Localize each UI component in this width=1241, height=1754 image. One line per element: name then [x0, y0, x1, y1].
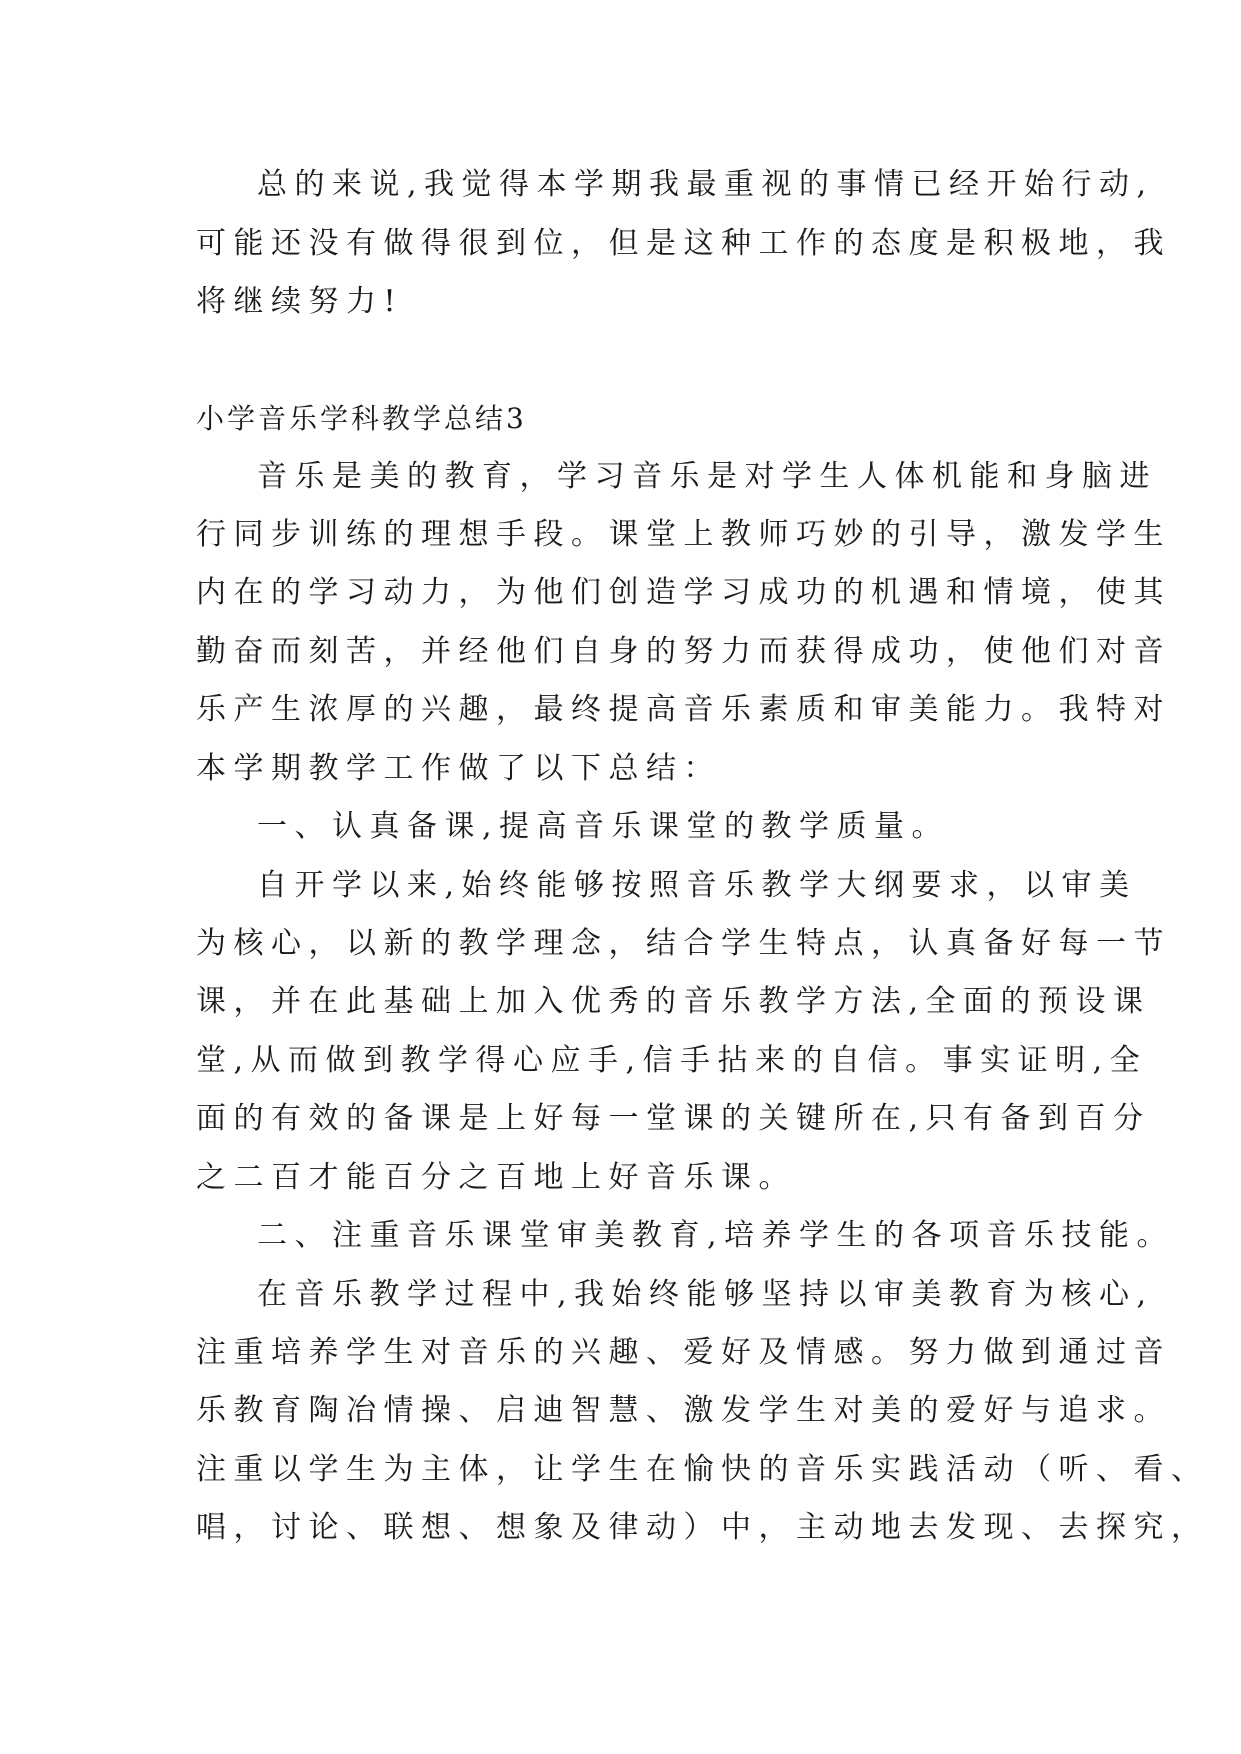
paragraph-1-line-3: 将继续努力!: [196, 284, 404, 319]
paragraph-4-line-5: 唱，讨论、联想、想象及律动）中，主动地去发现、去探究，: [196, 1510, 1209, 1545]
paragraph-2-line-3: 内在的学习动力，为他们创造学习成功的机遇和情境，使其: [196, 575, 1171, 610]
paragraph-2-line-4: 勤奋而刻苦，并经他们自身的努力而获得成功，使他们对音: [196, 634, 1171, 669]
paragraph-4-line-2: 注重培养学生对音乐的兴趣、爱好及情感。努力做到通过音: [196, 1335, 1171, 1370]
paragraph-1-line-2: 可能还没有做得很到位，但是这种工作的态度是积极地，我: [196, 226, 1171, 261]
paragraph-4-line-3: 乐教育陶冶情操、启迪智慧、激发学生对美的爱好与追求。: [196, 1393, 1171, 1428]
paragraph-2-line-2: 行同步训练的理想手段。课堂上教师巧妙的引导，激发学生: [196, 517, 1171, 552]
paragraph-2-line-5: 乐产生浓厚的兴趣，最终提高音乐素质和审美能力。我特对: [196, 692, 1171, 727]
section-title: 小学音乐学科教学总结3: [196, 402, 527, 435]
paragraph-3-line-3: 课，并在此基础上加入优秀的音乐教学方法,全面的预设课: [196, 984, 1151, 1019]
point-2-title: 二、注重音乐课堂审美教育,培养学生的各项音乐技能。: [257, 1218, 1175, 1253]
paragraph-3-line-4: 堂,从而做到教学得心应手,信手拈来的自信。事实证明,全: [196, 1043, 1148, 1078]
paragraph-3-line-6: 之二百才能百分之百地上好音乐课。: [196, 1160, 796, 1195]
paragraph-4-line-4: 注重以学生为主体，让学生在愉快的音乐实践活动（听、看、: [196, 1452, 1209, 1487]
paragraph-4-line-1: 在音乐教学过程中,我始终能够坚持以审美教育为核心,: [257, 1277, 1154, 1312]
paragraph-3-line-2: 为核心，以新的教学理念，结合学生特点，认真备好每一节: [196, 926, 1171, 961]
paragraph-3-line-5: 面的有效的备课是上好每一堂课的关键所在,只有备到百分: [196, 1101, 1151, 1136]
paragraph-1-line-1: 总的来说,我觉得本学期我最重视的事情已经开始行动,: [257, 167, 1154, 202]
paragraph-2-line-1: 音乐是美的教育，学习音乐是对学生人体机能和身脑进: [257, 459, 1157, 494]
point-1-title: 一、认真备课,提高音乐课堂的教学质量。: [257, 809, 950, 844]
paragraph-3-line-1: 自开学以来,始终能够按照音乐教学大纲要求，以审美: [257, 868, 1137, 903]
paragraph-2-line-6: 本学期教学工作做了以下总结：: [196, 751, 721, 786]
